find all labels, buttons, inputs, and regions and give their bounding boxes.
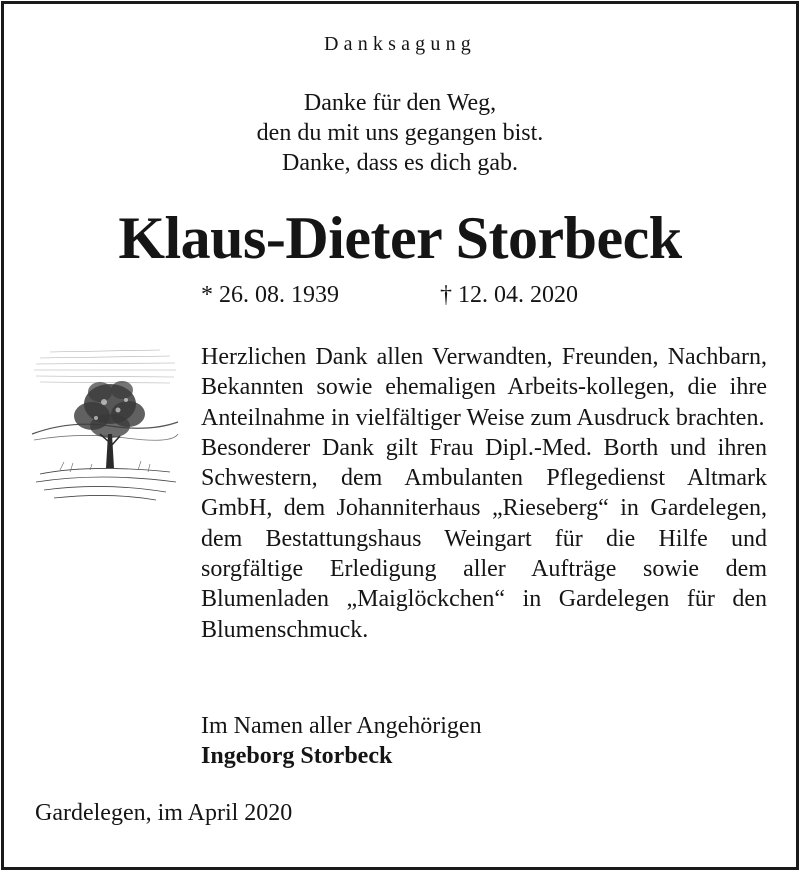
verse-line: Danke, dass es dich gab.	[282, 150, 518, 176]
verse	[0, 88, 800, 178]
thanks-paragraph: Herzlichen Dank allen Verwandten, Freunden, Nachbarn, Bekannten sowie ehemaligen Arbeits-kollegen, die ihre Anteilnahme in vielfältiger Weise zum Ausdruck brachten.	[201, 344, 767, 431]
verse-line: Danke für den Weg,	[303, 90, 497, 116]
thanks-text	[201, 342, 767, 645]
place-date: Gardelegen, im April 2020	[35, 800, 293, 826]
thanks-paragraph: Besonderer Dank gilt Frau Dipl.-Med. Borth und ihren Schwestern, dem Ambulanten Pflegedienst Altmark GmbH, dem Johanniterhaus „Rieseberg“ in Gardelegen, dem Bestattungshaus Weingart für die Hilfe und sorgfältige Erledigung aller Aufträge sowie dem Blumenladen „Maiglöckchen“ in Gardelegen für den Blumenschmuck.	[201, 434, 767, 643]
closing-block	[201, 711, 482, 771]
signer-name: Ingeborg Storbeck	[201, 743, 393, 769]
closing-line: Im Namen aller Angehörigen	[201, 713, 482, 739]
verse-line: den du mit uns gegangen bist.	[256, 120, 544, 146]
notice-heading: Danksagung	[324, 33, 476, 55]
birth-date: * 26. 08. 1939	[201, 282, 339, 308]
tree-illustration	[30, 342, 180, 510]
deceased-name: Klaus-Dieter Storbeck	[118, 205, 682, 271]
death-date: † 12. 04. 2020	[440, 282, 578, 308]
